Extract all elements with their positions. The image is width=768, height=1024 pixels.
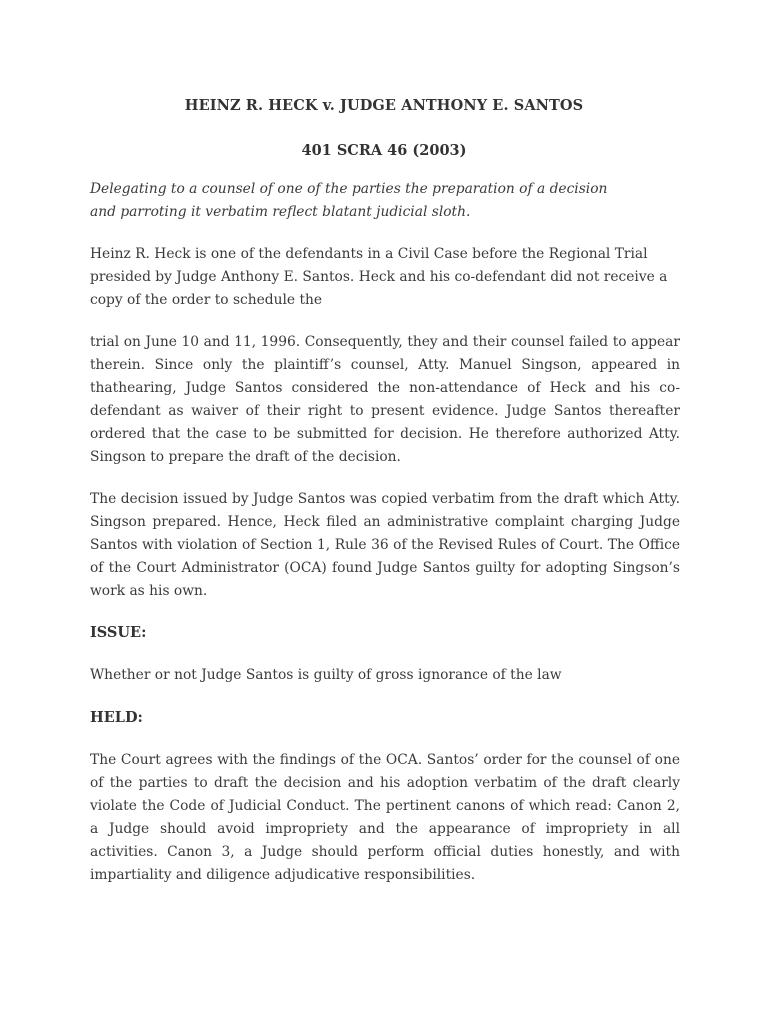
facts-paragraph-1: Heinz R. Heck is one of the defendants in a Civil Case before the Regional Trial presided by Judge Anthony E. Santos. Heck and his co-defendant did not receive a copy of the order to schedule the (90, 246, 668, 308)
doctrine-text: Delegating to a counsel of one of the parties the preparation of a decision and parroting it verbatim reflect blatant judicial sloth. (90, 181, 608, 220)
held-heading: HELD: (90, 709, 143, 726)
case-title: HEINZ R. HECK v. JUDGE ANTHONY E. SANTOS (184, 97, 584, 114)
issue-heading: ISSUE: (90, 624, 147, 641)
held-text: The Court agrees with the findings of the OCA. Santos’ order for the counsel of one of the parties to draft the decision and his adoption verbatim of the draft clearly violate the Code of Judicial Conduct. The pertinent canons of which read: Canon 2, a Judge should avoid impropriety and the appearance of impropriety in all activities. Canon 3, a Judge should perform official duties honestly, and with impartiality and diligence adjudicative responsibilities. (90, 752, 680, 883)
facts-paragraph-2: trial on June 10 and 11, 1996. Consequently, they and their counsel failed to appear therein. Since only the plaintiff’s counsel, Atty. Manuel Singson, appeared in thathearing, Judge Santos considered the non-attendance of Heck and his co-defendant as waiver of their right to present evidence. Judge Santos thereafter ordered that the case to be submitted for decision. He therefore authorized Atty. Singson to prepare the draft of the decision. (90, 334, 680, 465)
issue-text: Whether or not Judge Santos is guilty of gross ignorance of the law (90, 667, 562, 683)
facts-paragraph-3: The decision issued by Judge Santos was copied verbatim from the draft which Atty. Singson prepared. Hence, Heck filed an administrative complaint charging Judge Santos with violation of Section 1, Rule 36 of the Revised Rules of Court. The Office of the Court Administrator (OCA) found Judge Santos guilty for adopting Singson’s work as his own. (90, 491, 680, 599)
case-citation: 401 SCRA 46 (2003) (301, 142, 467, 159)
